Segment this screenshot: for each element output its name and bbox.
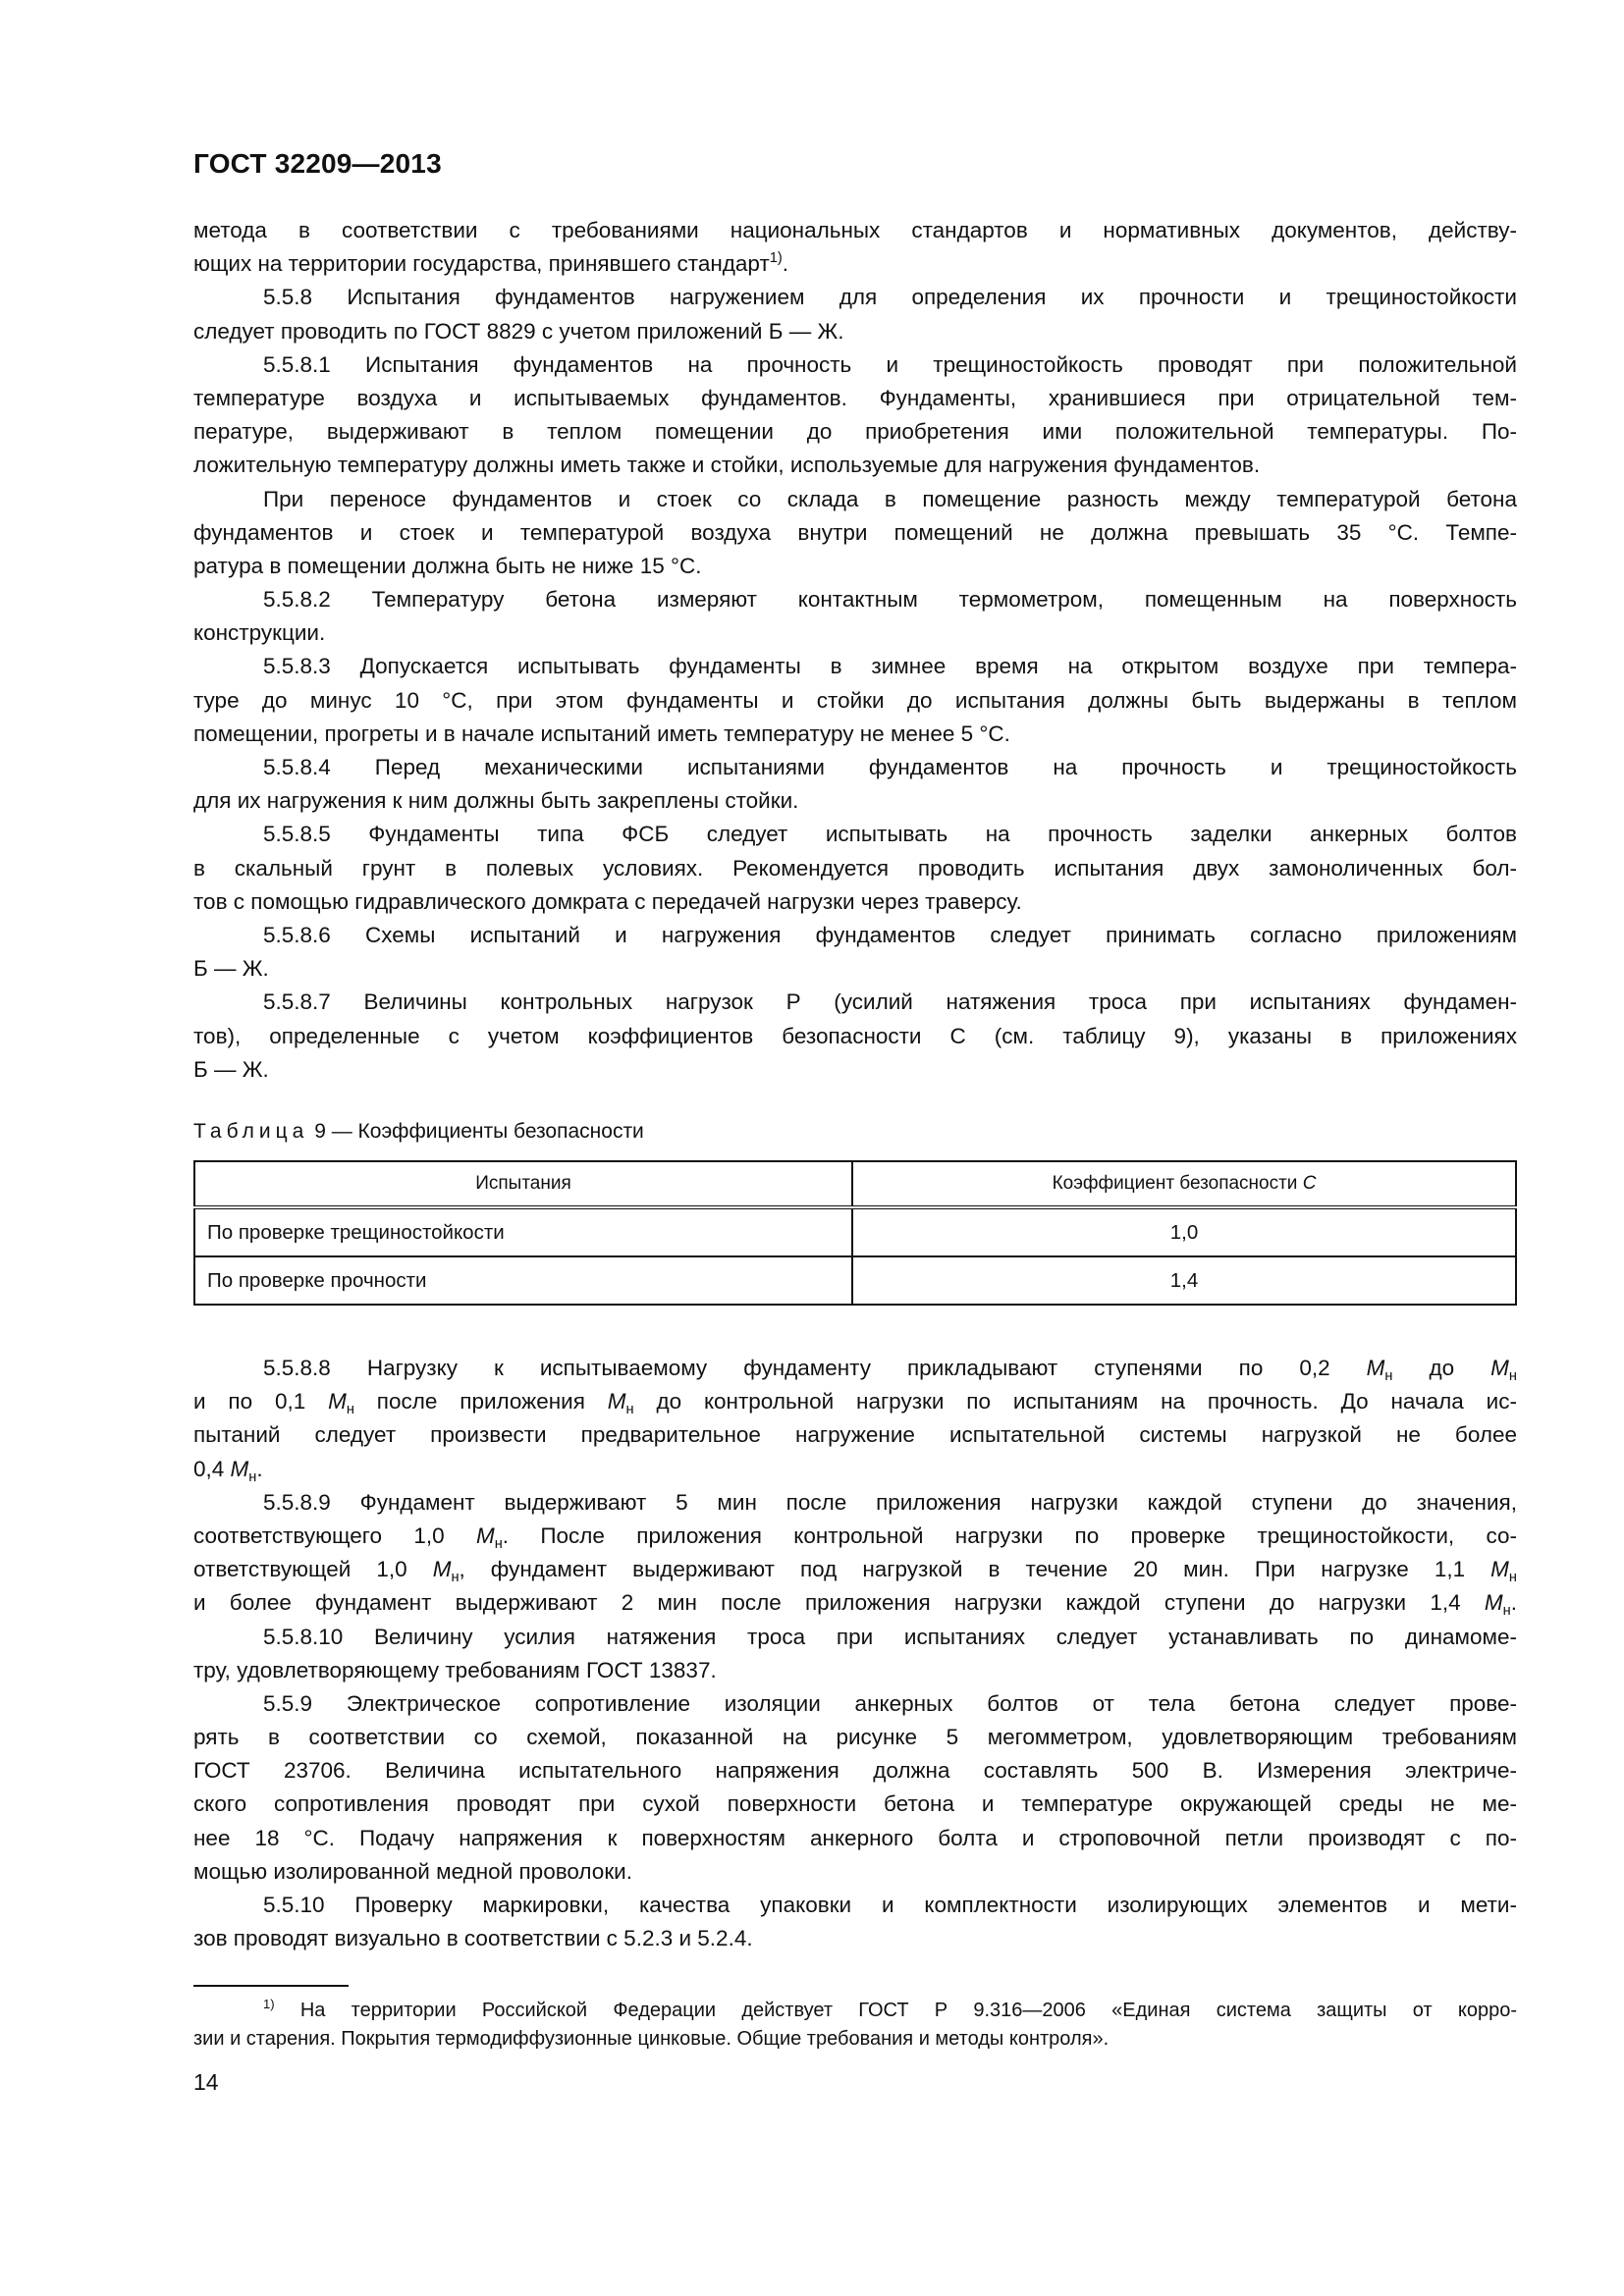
- text-line: ющих на территории государства, принявшего стандарт$^{1)}$.: [193, 250, 789, 277]
- paragraph-5-5-8-5: 5.5.8.5 Фундаменты типа ФСБ следует испытывать на прочность заделки анкерных болтов: [263, 822, 1517, 847]
- text-line: пытаний следует произвести предварительное нагружение испытательной системы нагрузкой не более: [193, 1422, 1517, 1448]
- text-line: ложительную температуру должны иметь также и стойки, используемые для нагружения фундаментов.: [193, 453, 1261, 478]
- text-line: тру, удовлетворяющему требованиям ГОСТ 13837.: [193, 1657, 717, 1682]
- footnote-marker: 1): [263, 1997, 275, 2012]
- body-section-1: [193, 214, 1517, 1087]
- footnote-ref[interactable]: 1): [769, 250, 783, 267]
- cell-test: По проверке прочности: [194, 1256, 852, 1305]
- paragraph-5-5-8-4: 5.5.8.4 Перед механическими испытаниями фундаментов на прочность и трещиностойкость: [263, 755, 1517, 779]
- text-line: пературе, выдерживают в теплом помещении до приобретения ими положительной температуры. По-: [193, 419, 1517, 445]
- text-line: тов с помощью гидравлического домкрата с передачей нагрузки через траверсу.: [193, 888, 1022, 914]
- document-header: ГОСТ 32209—2013: [193, 148, 442, 179]
- paragraph-5-5-8-1: 5.5.8.1 Испытания фундаментов на прочность и трещиностойкость проводят при положительной: [263, 351, 1517, 377]
- paragraph-transfer: При переносе фундаментов и стоек со склада в помещение разность между температурой бетона: [263, 486, 1517, 511]
- paragraph-5-5-8-8: 5.5.8.8 Нагрузку к испытываемому фундаменту прикладывают ступенями по 0,2 $M_н$ до $M_н$: [263, 1356, 1517, 1385]
- text-line: конструкции.: [193, 620, 326, 646]
- text-line: зов проводят визуально в соответствии с 5.2.3 и 5.2.4.: [193, 1926, 753, 1951]
- footnote-line: $^{1)}$ На территории Российской Федерации действует ГОСТ Р 9.316—2006 «Единая система защиты от корро-: [263, 1997, 1517, 2021]
- text-line: Б — Ж.: [193, 956, 269, 982]
- paragraph-5-5-9: 5.5.9 Электрическое сопротивление изоляции анкерных болтов от тела бетона следует прове-: [263, 1690, 1517, 1716]
- column-header-tests: Испытания: [194, 1161, 852, 1207]
- text-line: мощью изолированной медной проволоки.: [193, 1858, 632, 1884]
- table-row: [194, 1256, 1516, 1305]
- safety-coefficients-table: [193, 1160, 1517, 1306]
- text-line: ратура в помещении должна быть не ниже 15 °С.: [193, 553, 702, 578]
- text-line: ГОСТ 23706. Величина испытательного напряжения должна составлять 500 В. Измерения электриче-: [193, 1758, 1517, 1784]
- text-line: туре до минус 10 °С, при этом фундаменты и стойки до испытания должны быть выдержаны в теплом: [193, 687, 1517, 713]
- paragraph-5-5-8-7: 5.5.8.7 Величины контрольных нагрузок Р (усилий натяжения троса при испытаниях фундамен-: [263, 989, 1517, 1015]
- text-line: рять в соответствии со схемой, показанной на рисунке 5 мегомметром, удовлетворяющим требованиям: [193, 1725, 1517, 1750]
- table-header-row: [194, 1161, 1516, 1207]
- text-line: 0,4 $M_н$.: [193, 1456, 263, 1485]
- text-line: фундаментов и стоек и температурой воздуха внутри помещений не должна превышать 35 °С. Темпе-: [193, 519, 1517, 545]
- table-caption: [193, 1117, 644, 1147]
- footnote-divider: [193, 1985, 349, 1987]
- table-caption-title: 9 — Коэффициенты безопасности: [314, 1120, 644, 1143]
- footnote: [193, 1997, 1517, 2054]
- page-number: 14: [193, 2069, 219, 2095]
- paragraph-5-5-8: 5.5.8 Испытания фундаментов нагружением для определения их прочности и трещиностойкости: [263, 285, 1517, 310]
- text-line: и по 0,1 $M_н$ после приложения $M_н$ до контрольной нагрузки по испытаниям на прочность. До начала ис-: [193, 1389, 1517, 1418]
- text-line: ского сопротивления проводят при сухой поверхности бетона и температуре окружающей среды не ме-: [193, 1791, 1517, 1817]
- paragraph-5-5-8-6: 5.5.8.6 Схемы испытаний и нагружения фундаментов следует принимать согласно приложениям: [263, 922, 1517, 947]
- paragraph-5-5-8-2: 5.5.8.2 Температуру бетона измеряют контактным термометром, помещенным на поверхность: [263, 587, 1517, 613]
- cell-test: По проверке трещиностойкости: [194, 1207, 852, 1256]
- text-line: следует проводить по ГОСТ 8829 с учетом приложений Б — Ж.: [193, 318, 844, 344]
- text-line: в скальный грунт в полевых условиях. Рекомендуется проводить испытания двух замоноличенных бол-: [193, 855, 1517, 881]
- text-line: нее 18 °С. Подачу напряжения к поверхностям анкерного болта и строповочной петли производят с по-: [193, 1825, 1517, 1850]
- text-line: соответствующего 1,0 $M_н$. После приложения контрольной нагрузки по проверке трещиностойкости, со-: [193, 1522, 1517, 1553]
- paragraph-5-5-8-9: 5.5.8.9 Фундамент выдерживают 5 мин после приложения нагрузки каждой ступени до значения,: [263, 1489, 1517, 1515]
- text-line: метода в соответствии с требованиями национальных стандартов и нормативных документов, действу-: [193, 218, 1517, 242]
- table-caption-label: Таблица: [193, 1120, 309, 1143]
- text-line: температуре воздуха и испытываемых фундаментов. Фундаменты, хранившиеся при отрицательной тем-: [193, 385, 1517, 410]
- paragraph-5-5-10: 5.5.10 Проверку маркировки, качества упаковки и комплектности изолирующих элементов и мети-: [263, 1893, 1517, 1917]
- body-section-2: [193, 1352, 1517, 1955]
- table-row: [194, 1207, 1516, 1256]
- text-line: ответствующей 1,0 $M_н$, фундамент выдерживают под нагрузкой в течение 20 мин. При нагрузке 1,1 $M_н$: [193, 1557, 1517, 1586]
- paragraph-5-5-8-3: 5.5.8.3 Допускается испытывать фундаменты в зимнее время на открытом воздухе при темпера-: [263, 654, 1517, 679]
- text-line: для их нагружения к ним должны быть закреплены стойки.: [193, 788, 799, 814]
- column-header-coefficient: Коэффициент безопасности С: [852, 1161, 1516, 1207]
- text-line: тов), определенные с учетом коэффициентов безопасности С (см. таблицу 9), указаны в приложениях: [193, 1023, 1517, 1048]
- paragraph-5-5-8-10: 5.5.8.10 Величину усилия натяжения троса при испытаниях следует устанавливать по динамоме-: [263, 1624, 1517, 1649]
- cell-coefficient: 1,4: [852, 1256, 1516, 1305]
- text-line: помещении, прогреты и в начале испытаний иметь температуру не менее 5 °С.: [193, 721, 1010, 746]
- cell-coefficient: 1,0: [852, 1207, 1516, 1256]
- text-line: Б — Ж.: [193, 1056, 269, 1082]
- footnote-line: зии и старения. Покрытия термодиффузионные цинковые. Общие требования и методы контроля».: [193, 2028, 1110, 2050]
- text-line: и более фундамент выдерживают 2 мин после приложения нагрузки каждой ступени до нагрузки 1,4 $M_н$.: [193, 1590, 1517, 1620]
